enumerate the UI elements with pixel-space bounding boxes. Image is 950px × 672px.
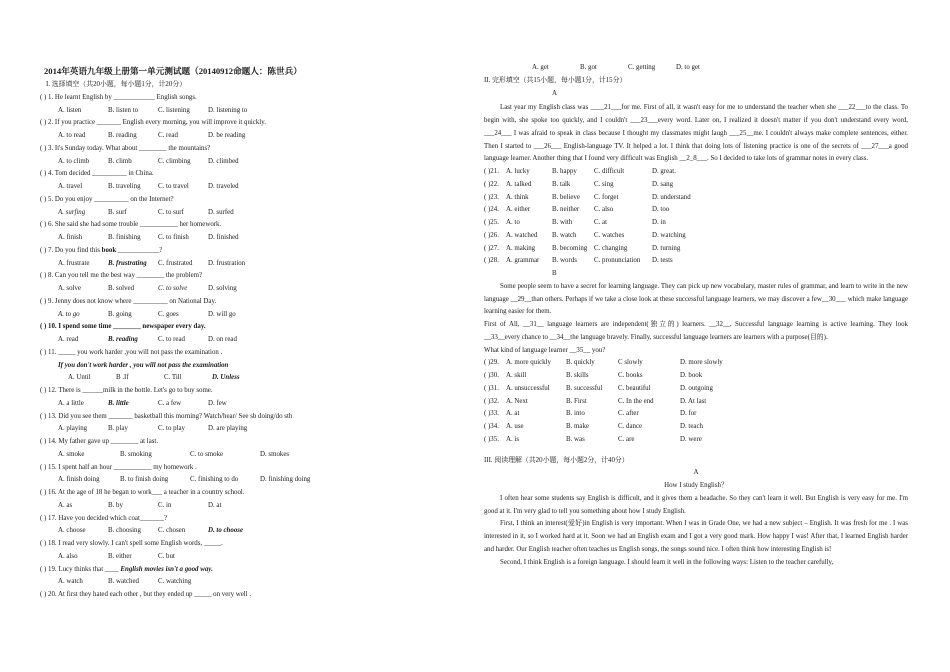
reading-paragraph-3: Second, I think English is a foreign language. I should learn it well in the following ways: Listen to the teacher carefully, (500, 558, 834, 566)
question-stem: ( ) 6. She said she had some trouble ___________ her homework. (40, 221, 222, 229)
option-a: A. solve (58, 285, 81, 292)
question-stem: ( ) 19. Lucy thinks that ____ English movies isn't a good way. (40, 565, 213, 573)
option-c: C. changing (594, 244, 628, 252)
option-c: C. to solve (158, 285, 188, 292)
option-d: D. too (652, 206, 670, 214)
question-stem: ( ) 10. I spend some time ________ newspaper every day. (40, 323, 206, 331)
option-d: D. in (652, 219, 666, 226)
cloze-number: ( )24. (484, 206, 499, 214)
section1-heading: I. 选择填空（共20小题，每小题1分，计20分） (46, 81, 187, 88)
cloze-number: ( )27. (484, 244, 499, 252)
question-options (40, 525, 440, 538)
question-stem: ( ) 16. At the age of 18 he began to work___ a teacher in a country school. (40, 489, 245, 496)
question-stem-emphasis: English movies isn't a good way. (120, 565, 213, 573)
option-b: B. into (566, 410, 585, 418)
cloze-row (484, 434, 908, 447)
right-column (484, 62, 908, 569)
question-options (40, 576, 440, 589)
option-d: D. be reading (208, 132, 246, 139)
option-c: C. books (618, 372, 643, 379)
option-d: D. listening to (208, 106, 248, 114)
option-b: B. neither (552, 206, 580, 214)
option-c: C. dance (618, 423, 643, 430)
option-b: B. make (566, 423, 589, 430)
option-d: D. solving (208, 285, 237, 292)
option-c: C. In the end (618, 397, 654, 405)
question-options (40, 130, 440, 143)
option-a: A. grammar (506, 257, 540, 265)
cloze-number: ( )35. (484, 435, 499, 443)
page-title: 2014年英语九年级上册第一单元测试题（20140912命题人：陈世兵） (44, 66, 302, 76)
cloze-passage-b2: First of All, __31__ language learners are independent(独立的) learners. __32__, Successful language learning is active learning. They look __33__every chance to __34__the language bravely. Finally, successful language learners are learners with a purpose(目的). (484, 321, 908, 341)
question-options (40, 232, 440, 245)
cloze-number: ( )26. (484, 231, 499, 239)
question-options (40, 258, 440, 271)
question-options (40, 500, 440, 513)
option-c: C. in (158, 501, 172, 509)
option-c: C. beautiful (618, 384, 651, 392)
option-d: D. tests (652, 257, 673, 265)
option-d: D. traveled (208, 183, 239, 190)
option-c: C. at (594, 219, 608, 226)
option-c: C. a few (158, 399, 182, 407)
option-a: A. frustrate (58, 259, 90, 267)
question-stem: ( ) 3. It's Sunday today. What about ________ the mountains? (40, 144, 211, 152)
option-d: D. turning (652, 244, 681, 252)
cloze-row (484, 243, 908, 256)
option-b: B. going (108, 310, 132, 318)
option-d: D. Unless (212, 374, 240, 382)
option-c: C. pronunciation (594, 257, 641, 265)
option-a: A. finish (58, 234, 83, 241)
option-a: A. watched (506, 231, 538, 239)
option-b: B. finishing (108, 234, 141, 241)
cloze-row (484, 230, 908, 243)
cloze-row (484, 383, 908, 396)
option-d: D. smokes (260, 450, 290, 458)
option-d: D. at (208, 501, 222, 509)
option-a: A. is (506, 435, 520, 443)
option-b: B. was (566, 435, 585, 443)
question-options (40, 551, 440, 564)
option-a: A. choose (58, 527, 86, 535)
left-column (40, 64, 440, 602)
option-d: D. book (680, 372, 703, 379)
option-b: B. talk (552, 180, 571, 188)
option-d: D. were (680, 435, 702, 443)
reading-letter: A (693, 469, 699, 477)
option-d: D. watching (652, 231, 686, 239)
option-c: C. to travel (158, 183, 189, 190)
option-b: B. believe (552, 193, 580, 201)
option-b: B. frustrating (108, 259, 147, 267)
option-b: B. got (580, 64, 597, 71)
option-b: B. little (108, 399, 129, 407)
question-stem: ( ) 5. Do you enjoy __________ on the Internet? (40, 195, 174, 203)
option-b: B. play (108, 425, 128, 433)
question-options (40, 334, 440, 347)
option-c: C. sing (594, 180, 614, 188)
option-a: A. at (506, 410, 520, 418)
option-a: A. Next (506, 397, 528, 405)
reading-paragraph-2: First, I think an interest(爱好)in English is very important. When I was in Grade One, we had a new subject – English. It was fresh for me . I was interested in it, so I worked hard at it. Soon we had an English exam and I got a very good mark. How happy I was! After that, I learned English harder and harder. Our English teacher often teaches us English songs, the songs sound nice. I often think how interesting English is! (484, 520, 908, 553)
option-d: D. climbed (208, 157, 239, 165)
option-c: C. frustrated (158, 259, 193, 267)
option-a: A. Until (68, 374, 91, 382)
option-c: C. watching (158, 578, 192, 586)
question-options (40, 398, 440, 411)
option-a: A. to (506, 219, 520, 226)
option-a: A. unsuccessful (506, 384, 550, 392)
question-note: If you don't work harder , you will not pass the examination (58, 361, 229, 369)
cloze-number: ( )25. (484, 219, 499, 226)
question-options (40, 309, 440, 322)
option-b: B. either (108, 552, 132, 560)
cloze-number: ( )30. (484, 372, 499, 379)
option-c: C. to finish (158, 234, 189, 241)
question-options (40, 207, 440, 220)
option-a: A. to climb (58, 157, 90, 165)
option-a: A. skill (506, 372, 527, 379)
question-stem: ( ) 11. _____ you work harder ,you will not pass the examination . (40, 348, 223, 356)
option-b: B. solved (108, 285, 135, 292)
question-stem: ( ) 15. I spent half an hour ___________ my homework . (40, 463, 197, 471)
cloze-row (484, 217, 908, 230)
cloze-row (484, 192, 908, 205)
option-b: B. First (566, 397, 587, 405)
cloze-number: ( )32. (484, 397, 499, 405)
option-c: C. difficult (594, 168, 625, 175)
option-b: B. quickly (566, 359, 595, 367)
cloze-row (484, 204, 908, 217)
question-stem: ( ) 7. Do you find this book ____________? (40, 246, 163, 254)
option-b: B. successful (566, 384, 603, 392)
option-c: C slowly (618, 359, 643, 367)
option-d: D. will go (208, 310, 236, 318)
option-b: B. by (108, 501, 123, 509)
question-stem: ( ) 18. I read very slowly. I can't spell some English words, _____. (40, 540, 223, 547)
option-c: C. are (618, 435, 635, 443)
question-stem-emphasis: book (101, 246, 117, 254)
option-b: B. watched (108, 578, 139, 586)
option-b: B. becoming (552, 244, 588, 252)
option-b: B. reading (108, 336, 138, 343)
cloze-row (484, 357, 908, 370)
option-d: D. more slowly (680, 359, 723, 367)
option-a: A. making (506, 244, 536, 252)
option-a: A. smoke (58, 450, 85, 458)
question-stem: ( ) 13. Did you see them _______ basketball this morning? Watch/hear/ See sb doing/do sth (40, 412, 293, 420)
reading-title: How I study English？ (664, 482, 728, 489)
option-b: B .If (116, 374, 129, 382)
option-a: A. to read (58, 132, 86, 139)
option-a: A. either (506, 206, 531, 214)
option-d: D. few (208, 399, 227, 407)
option-c: C. finishing to do (190, 476, 239, 484)
question-options (40, 181, 440, 194)
option-a: A. more quickly (506, 359, 551, 367)
option-c: C. listening (158, 106, 190, 114)
option-d: D. frustration (208, 259, 246, 267)
option-c: C. read (158, 132, 178, 139)
cloze-number: ( )29. (484, 359, 499, 367)
cloze-number: ( )23. (484, 193, 499, 201)
section1-questions (40, 92, 440, 602)
option-c: C. chosen (158, 527, 186, 535)
cloze-number: ( )21. (484, 168, 499, 175)
question-stem: ( ) 14. My father gave up ________ at last. (40, 438, 159, 445)
question-stem: ( ) 4. Tom decided __________ in China. (40, 170, 154, 178)
option-a: A. use (506, 423, 524, 430)
option-a: A. a little (58, 399, 84, 407)
option-d: D. for (680, 410, 697, 418)
option-c: C. climbing (158, 157, 191, 165)
option-d: D. surfed (208, 208, 234, 216)
option-d: D. understand (652, 193, 691, 201)
cloze-row (484, 370, 908, 383)
option-d: D. great. (652, 168, 676, 175)
option-c: C. to play (158, 425, 185, 433)
option-a: A. playing (58, 425, 88, 433)
option-a: A. as (58, 501, 73, 509)
option-b: B. happy (552, 168, 577, 175)
option-d: D. to choose (208, 527, 244, 535)
question-options (40, 474, 440, 487)
option-c: C. but (158, 552, 175, 560)
cloze-number: ( )33. (484, 410, 499, 418)
question-options (40, 372, 440, 385)
option-b: B. with (552, 219, 573, 226)
cloze-passage-b1: Some people seem to have a secret for learning language. They can pick up new vocabulary, master rules of grammar, and learn to write in the new language __29__than others. Perhaps if we take a close look at these successful language learners, we may discover a few__30___ which make language learning easier for them. (484, 282, 908, 316)
option-a: A. lucky (506, 168, 530, 175)
option-a: A. get (532, 64, 549, 71)
cloze-row (484, 166, 908, 179)
passage-b-letter: B (552, 270, 557, 277)
option-c: C. after (618, 410, 639, 418)
cloze-b-options (484, 357, 908, 446)
option-a: A. think (506, 193, 529, 201)
option-b: B. climb (108, 157, 132, 165)
option-a: A. finish doing (58, 476, 100, 484)
section3-heading: III. 阅读理解（共20小题，每小题2分，计40分） (484, 456, 629, 464)
question-options (40, 283, 440, 296)
option-d: D. finished (208, 234, 239, 241)
option-c: C. to smoke (190, 450, 224, 458)
option-d: D. finishing doing (260, 476, 311, 484)
option-c: C. to surf (158, 208, 184, 216)
cloze-number: ( )28. (484, 257, 499, 265)
option-c: C. forget (594, 193, 619, 201)
option-b: B. words (552, 257, 577, 265)
option-b: B. to finish doing (120, 476, 169, 484)
option-c: C. getting (628, 64, 656, 71)
option-a: A. listen (58, 106, 82, 114)
cloze-row (484, 179, 908, 192)
option-a: A. surfing (58, 208, 86, 216)
question-options (40, 156, 440, 169)
question-stem: ( ) 17. Have you decided which coat_______? (40, 514, 168, 522)
option-b: B. skills (566, 372, 589, 379)
option-d: D. are playing (208, 425, 248, 433)
option-c: C. watches (594, 231, 625, 239)
question-options (40, 449, 440, 462)
option-b: B. surf (108, 208, 127, 216)
cloze-number: ( )22. (484, 180, 499, 188)
option-d: D. on read (208, 336, 237, 343)
option-d: D. At last (680, 397, 707, 405)
cloze-number: ( )31. (484, 384, 499, 392)
option-b: B. traveling (108, 183, 141, 190)
cloze-row (484, 408, 908, 421)
question-stem: ( ) 8. Can you tell me the best way ________ the problem? (40, 272, 203, 280)
option-b: B. choosing (108, 527, 141, 535)
option-a: A. talked (506, 180, 532, 188)
option-d: D. outgoing (680, 384, 713, 392)
option-a: A. watch (58, 578, 83, 586)
cloze-a-options (484, 166, 908, 268)
option-b: B. smoking (120, 450, 152, 458)
question-stem: ( ) 12. There is ______milk in the bottle. Let's go to buy some. (40, 387, 213, 394)
reading-paragraph-1: I often hear some students say English is difficult, and it gives them a headache. So they can't learn it well. But English is very easy for me. I'm good at it. I'm very glad to tell you something about how I study English. (484, 494, 908, 515)
option-a: A. also (58, 552, 78, 560)
option-d: D. to get (676, 64, 700, 71)
option-c: C. to read (158, 336, 185, 343)
q20-options (484, 62, 908, 75)
passage-a-letter: A (552, 89, 557, 97)
question-stem: ( ) 2. If you practice _______ English every morning, you will improve it quickly. (40, 119, 266, 127)
option-a: A. travel (58, 183, 83, 190)
option-b: B. listen to (108, 106, 139, 114)
option-c: C. goes (158, 310, 179, 318)
cloze-passage-b3: What kind of language learner __35__ you? (484, 346, 606, 354)
option-c: C. Till (164, 374, 182, 382)
question-stem: ( ) 1. He learnt English by ____________ English songs. (40, 93, 197, 101)
option-a: A. read (58, 336, 79, 343)
cloze-number: ( )34. (484, 423, 499, 430)
option-d: D. teach (680, 423, 703, 430)
section2-heading: II. 完形填空（共15小题，每小题1分，计15分） (484, 76, 627, 84)
question-stem: ( ) 9. Jenny does not know where __________ on National Day. (40, 297, 217, 305)
question-options (40, 423, 440, 436)
cloze-row (484, 396, 908, 409)
question-stem: ( ) 20. At first they hated each other , but they ended up _____ on very well . (40, 591, 252, 598)
option-b: B. reading (108, 132, 137, 139)
option-d: D. sang (652, 180, 674, 188)
option-c: C. also (594, 206, 614, 214)
option-b: B. watch (552, 231, 577, 239)
cloze-passage-a: Last year my English class was ____21___for me. First of all, it wasn't easy for me to understand the teacher when she ___22___to the class. To begin with, she spoke too quickly, and I couldn't ___23___every word. Later on, I realized it doesn't matter if you don't understand every word, ___24___ I was afraid to speak in class because I thought my classmates might laugh ___25__me. I couldn't always make complete sentences, either. Then I started to ___26___ English-language TV. It helped a lot. I think that doing lots of listening practice is one of the secrets of ___27___a good language learner. Another thing that I found very difficult was English __2_8___. So I decided to take lots of grammar notes in every class. (484, 104, 908, 163)
option-a: A. to go (58, 310, 80, 318)
cloze-row (484, 421, 908, 434)
question-options (40, 105, 440, 118)
cloze-row (484, 255, 908, 268)
